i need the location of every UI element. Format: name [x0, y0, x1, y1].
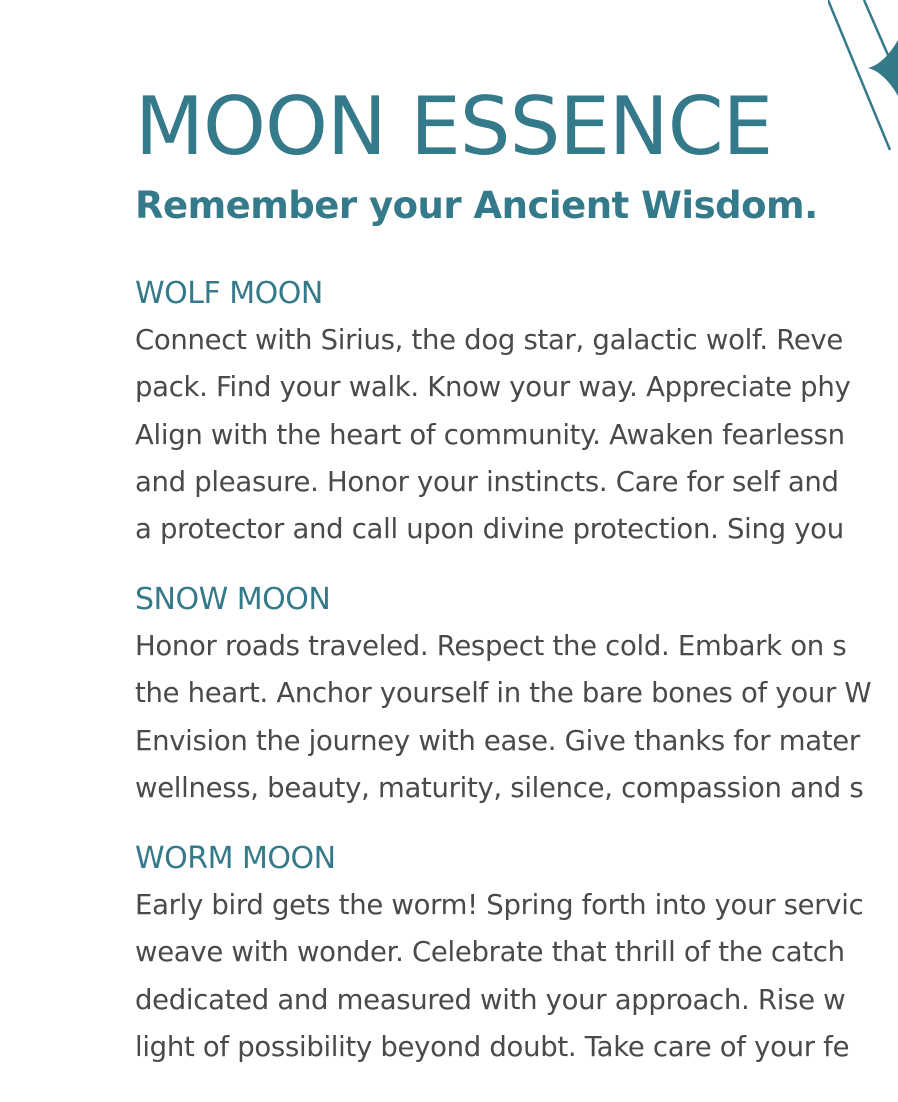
- section-worm-moon: [135, 839, 898, 1071]
- body-line: and pleasure. Honor your instincts. Care for self and: [135, 465, 839, 498]
- body-line: weave with wonder. Celebrate that thrill of the catch: [135, 936, 845, 969]
- section-heading: WORM MOON: [135, 841, 336, 876]
- page-title: MOON ESSENCE: [135, 80, 773, 173]
- body-line: pack. Find your walk. Know your way. Appreciate phy: [135, 371, 851, 404]
- body-line: wellness, beauty, maturity, silence, compassion and s: [135, 771, 864, 804]
- section-heading: WOLF MOON: [135, 276, 323, 311]
- body-line: Envision the journey with ease. Give thanks for mater: [135, 724, 860, 757]
- section-snow-moon: [135, 580, 898, 812]
- body-line: dedicated and measured with your approach. Rise w: [135, 983, 846, 1016]
- star-ornament-icon: [828, 0, 898, 160]
- body-line: Connect with Sirius, the dog star, galactic wolf. Reve: [135, 324, 844, 356]
- body-line: Align with the heart of community. Awaken fearlessn: [135, 418, 845, 451]
- body-line: light of possibility beyond doubt. Take care of your fe: [135, 1030, 850, 1063]
- section-heading: SNOW MOON: [135, 582, 331, 617]
- body-line: a protector and call upon divine protection. Sing you: [135, 513, 844, 546]
- section-wolf-moon: [135, 274, 898, 553]
- body-line: the heart. Anchor yourself in the bare bones of your W: [135, 677, 872, 710]
- section-body: [135, 317, 898, 553]
- body-line: Early bird gets the worm! Spring forth into your servic: [135, 889, 864, 921]
- section-body: [135, 623, 898, 812]
- page-subtitle: Remember your Ancient Wisdom.: [135, 184, 818, 227]
- body-line: Honor roads traveled. Respect the cold. Embark on s: [135, 630, 847, 662]
- section-body: [135, 882, 898, 1071]
